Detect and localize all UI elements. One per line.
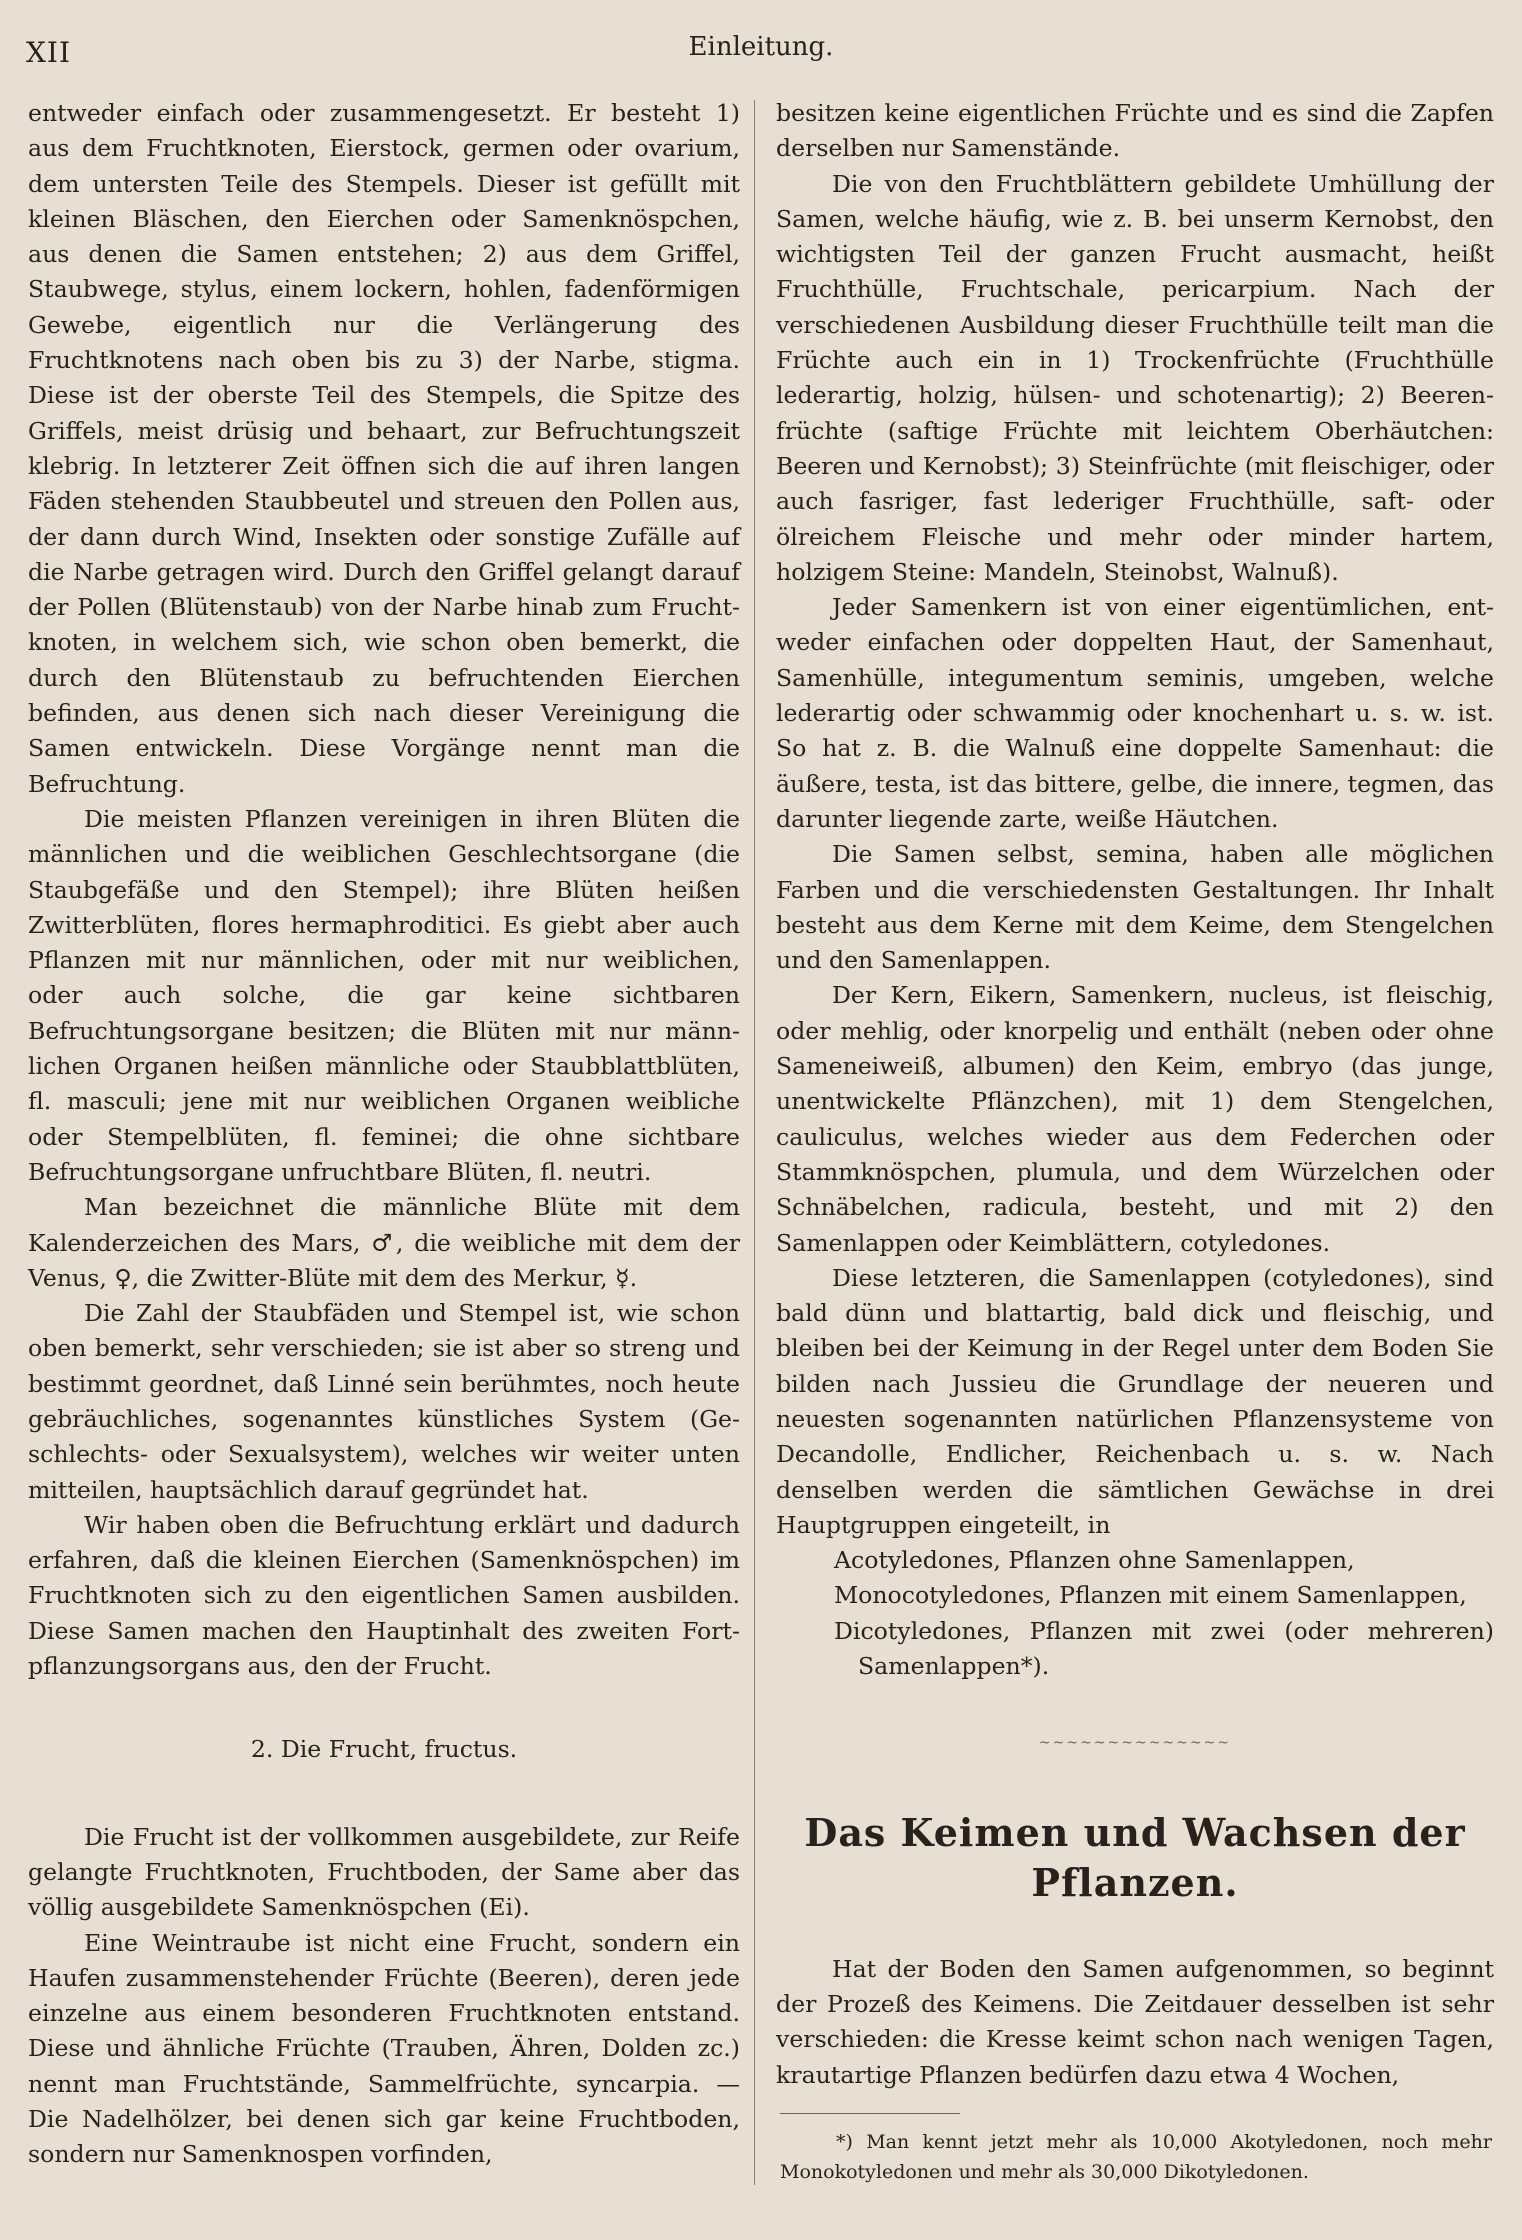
list-item: Dicotyledones, Pflanzen mit zwei (oder mehreren) Samenlappen*).	[834, 1616, 1494, 1681]
left-column	[28, 96, 740, 2173]
footnote-text: *) Man kennt jetzt mehr als 10,000 Akotyledonen, noch mehr Monokotyledonen und mehr als 30,000 Dikotyledonen.	[780, 2131, 1492, 2183]
section-heading: Das Keimen und Wachsen der Pflanzen.	[804, 1809, 1466, 1905]
footnote	[780, 2127, 1492, 2187]
paragraph: Die Frucht ist der vollkommen ausgebildete, zur Reife gelangte Fruchtknoten, Fruchtboden, der Same aber das völlig ausgebildete Samenknöspchen (Ei).	[28, 1822, 740, 1922]
page-header	[26, 28, 1496, 68]
paragraph: besitzen keine eigentlichen Früchte und es sind die Zapfen derselben nur Samenstände.	[776, 99, 1494, 163]
list-item: Acotyledones, Pflanzen ohne Samenlappen,	[834, 1546, 1355, 1575]
paragraph: Die von den Fruchtblättern gebildete Umhüllung der Samen, welche häufig, wie z. B. bei unserm Kernobst, den wichtigsten Teil der ganzen Frucht ausmacht, heißt Fruchthülle, Fruchtschale, pericarpium. Nach der verschiedenen Ausbildung dieser Fruchthülle teilt man die Früchte auch ein in 1) Trockenfrüchte (Fruchthülle lederartig, holzig, hülsen- und schotenartig); 2) Beerenfrüchte (saftige Früchte mit leichtem Oberhäutchen: Beeren und Kernobst); 3) Steinfrüchte (mit fleischiger, oder auch fasriger, fast lederiger Fruchthülle, saft- oder ölreichem Fleische und mehr oder minder hartem, holzigem Steine: Mandeln, Steinobst, Walnuß).	[776, 169, 1494, 586]
paragraph: Jeder Samenkern ist von einer eigentümlichen, entweder einfachen oder doppelten Haut, der Samenhaut, Samenhülle, integumentum seminis, umgeben, welche lederartig oder schwammig oder knochenhart u. s. w. ist. So hat z. B. die Walnuß eine doppelte Samenhaut: die äußere, testa, ist das bittere, gelbe, die innere, tegmen, das darunter liegende zarte, weiße Häutchen.	[776, 593, 1494, 833]
paragraph: Hat der Boden den Samen aufgenommen, so beginnt der Prozeß des Keimens. Die Zeitdauer desselben ist sehr verschieden: die Kresse keimt schon nach wenigen Tagen, krautartige Pflanzen bedürfen dazu etwa 4 Wochen,	[776, 1954, 1494, 2089]
subsection-heading: 2. Die Frucht, fructus.	[250, 1735, 518, 1764]
ornament-divider: ~~~~~~~~~~~~~~	[1038, 1735, 1232, 1752]
list-item: Monocotyledones, Pflanzen mit einem Samenlappen,	[834, 1581, 1467, 1610]
running-title: Einleitung.	[688, 32, 834, 62]
paragraph: entweder einfach oder zusammengesetzt. Er besteht 1) aus dem Fruchtknoten, Eierstock, germen oder ovarium, dem untersten Teile des Stempels. Dieser ist gefüllt mit kleinen Bläschen, den Eierchen oder Samenknöspchen, aus denen die Samen entstehen; 2) aus dem Griffel, Staubwege, stylus, einem lockern, hohlen, fadenförmigen Gewebe, eigentlich nur die Verlängerung des Fruchtknotens nach oben bis zu 3) der Narbe, stigma. Diese ist der oberste Teil des Stempels, die Spitze des Griffels, meist drüsig und behaart, zur Befruchtungszeit klebrig. In letzterer Zeit öffnen sich die auf ihren langen Fäden stehenden Staubbeutel und streuen den Pollen aus, der dann durch Wind, Insekten oder sonstige Zufälle auf die Narbe getragen wird. Durch den Griffel gelangt darauf der Pollen (Blütenstaub) von der Narbe hinab zum Fruchtknoten, in welchem sich, wie schon oben bemerkt, die durch den Blütenstaub zu befruchtenden Eierchen befinden, aus denen sich nach dieser Vereinigung die Samen entwickeln. Diese Vorgänge nennt man die Befruchtung.	[28, 99, 740, 798]
paragraph: Der Kern, Eikern, Samenkern, nucleus, ist fleischig, oder mehlig, oder knorpelig und enthält (neben oder ohne Sameneiweiß, albumen) den Keim, embryo (das junge, unentwickelte Pflänzchen), mit 1) dem Stengelchen, cauliculus, welches wieder aus dem Federchen oder Stammknöspchen, plumula, und dem Würzelchen oder Schnäbelchen, radicula, besteht, und mit 2) den Samenlappen oder Keimblättern, cotyledones.	[776, 981, 1494, 1257]
right-column	[776, 96, 1494, 2093]
page-number: XII	[26, 36, 72, 69]
paragraph: Wir haben oben die Befruchtung erklärt und dadurch erfahren, daß die kleinen Eierchen (Samenknöspchen) im Fruchtknoten sich zu den eigentlichen Samen ausbilden. Diese Samen machen den Hauptinhalt des zweiten Fortpflanzungsorgans aus, den der Frucht.	[28, 1510, 740, 1681]
classification-list	[776, 1543, 1494, 1684]
paragraph: Die Zahl der Staubfäden und Stempel ist, wie schon oben bemerkt, sehr verschieden; sie ist aber so streng und bestimmt geordnet, daß Linné sein berühmtes, noch heute gebräuchliches, sogenanntes künstliches System (Geschlechts- oder Sexualsystem), welches wir weiter unten mitteilen, hauptsächlich darauf gegründet hat.	[28, 1299, 740, 1504]
paragraph: Man bezeichnet die männliche Blüte mit dem Kalenderzeichen des Mars, ♂, die weibliche mit dem der Venus, ♀, die Zwitter-Blüte mit dem des Merkur, ☿.	[28, 1193, 740, 1292]
column-divider	[754, 100, 755, 2185]
footnote-rule	[780, 2113, 960, 2114]
paragraph: Die meisten Pflanzen vereinigen in ihren Blüten die männlichen und die weiblichen Geschlechtsorgane (die Staubgefäße und den Stempel); ihre Blüten heißen Zwitterblüten, flores hermaphroditici. Es giebt aber auch Pflanzen mit nur männlichen, oder mit nur weiblichen, oder auch solche, die gar keine sichtbaren Befruchtungsorgane besitzen; die Blüten mit nur männlichen Organen heißen männliche oder Staubblattblüten, fl. masculi; jene mit nur weiblichen Organen weibliche oder Stempelblüten, fl. feminei; die ohne sichtbare Befruchtungsorgane unfruchtbare Blüten, fl. neutri.	[28, 804, 740, 1186]
paragraph: Diese letzteren, die Samenlappen (cotyledones), sind bald dünn und blattartig, bald dick und fleischig, und bleiben bei der Keimung in der Regel unter dem Boden Sie bilden nach Jussieu die Grundlage der neueren und neuesten sogenannten natürlichen Pflanzensysteme von Decandolle, Endlicher, Reichenbach u. s. w. Nach denselben werden die sämtlichen Gewächse in drei Hauptgruppen eingeteilt, in	[776, 1263, 1494, 1539]
paragraph: Die Samen selbst, semina, haben alle möglichen Farben und die verschiedensten Gestaltungen. Ihr Inhalt besteht aus dem Kerne mit dem Keime, dem Stengelchen und den Samenlappen.	[776, 840, 1494, 975]
paragraph: Eine Weintraube ist nicht eine Frucht, sondern ein Haufen zusammenstehender Früchte (Beeren), deren jede einzelne aus einem besonderen Fruchtknoten entstand. Diese und ähnliche Früchte (Trauben, Ähren, Dolden zc.) nennt man Fruchtstände, Sammelfrüchte, syncarpia. — Die Nadelhölzer, bei denen sich gar keine Fruchtboden, sondern nur Samenknospen vorfinden,	[28, 1928, 740, 2169]
